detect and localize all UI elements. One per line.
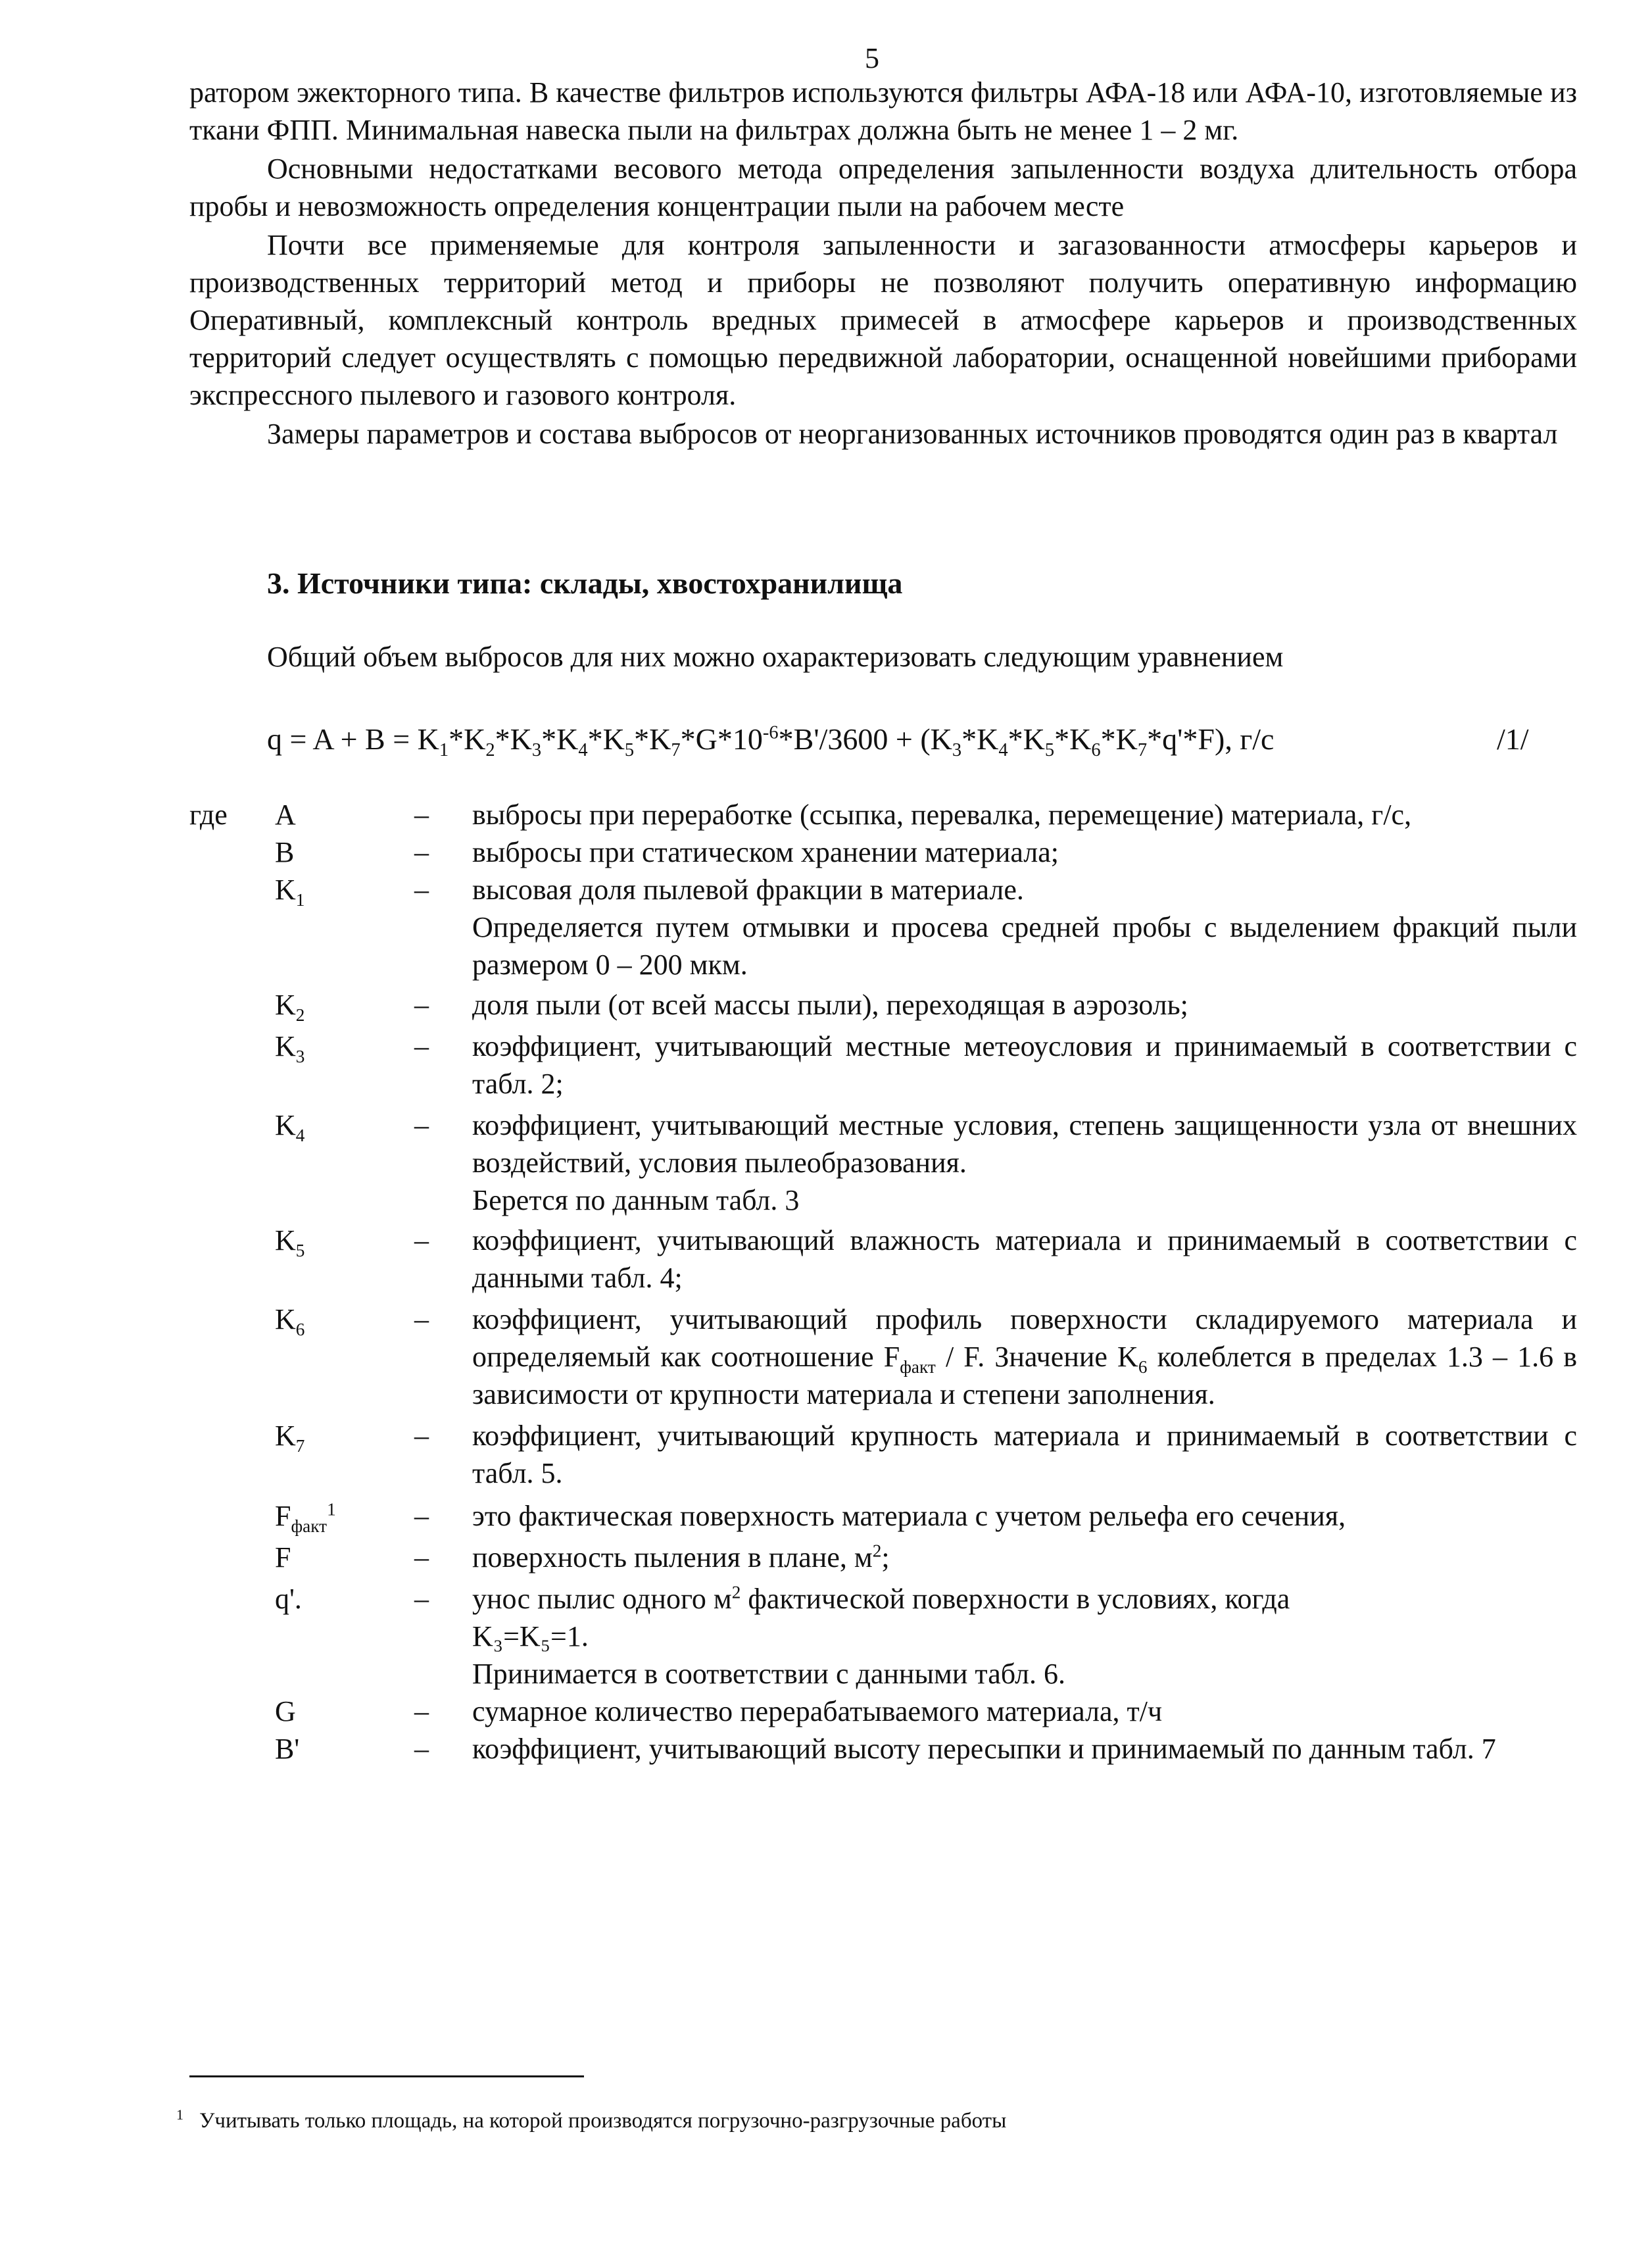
definition-text: коэффициент, учитывающий высоту пересыпки и принимаемый по данным табл. 7 (472, 1733, 1496, 1765)
symbol: B' (275, 1733, 300, 1765)
symbol: $K_6$ (275, 1303, 305, 1339)
definition-part: колеблется в пределах 1.3 – 1.6 в зависимости от крупности материала и степени заполнения. (472, 1341, 1578, 1410)
definition-text: коэффициент, учитывающий крупность материала и принимаемый в соответствии с табл. 5. (472, 1420, 1577, 1489)
paragraph: Основными недостатками весового метода определения запыленности воздуха длительность отбора пробы и невозможность определения концентрации пыли на рабочем месте (189, 153, 1577, 222)
intro-text: Общий объем выбросов для них можно охарактеризовать следующим уравнением (267, 641, 1284, 673)
page-number: 5 (865, 42, 879, 74)
dash: – (414, 1109, 429, 1141)
definition-note: Берется по данным табл. 3 (472, 1184, 800, 1216)
definition-part: поверхность пыления в плане, м (472, 1541, 873, 1574)
symbol: $K_3$ (275, 1030, 305, 1066)
definition-part: унос пылис одного м (472, 1583, 732, 1615)
symbol: $K_1$ (275, 874, 305, 910)
symbol: B (275, 836, 295, 868)
definition-text: высовая доля пылевой фракции в материале. (472, 874, 1024, 906)
definition-text: коэффициент, учитывающий профиль поверхности складируемого материала и определяемый как соотношение $F_{факт}$ / F. Значение $K_6$ колеблется в пределах 1.3 – 1.6 в зависимости от крупности материала и степени заполнения. (472, 1303, 1578, 1410)
symbol: q'. (275, 1583, 302, 1615)
definition-row (189, 1580, 1577, 1693)
definition-note: Определяется путем отмывки и просева средней пробы с выделением фракций пыли размером 0 – 200 мкм. (472, 911, 1577, 981)
definition-text: выбросы при статическом хранении материала; (472, 836, 1059, 868)
dash: – (414, 989, 429, 1021)
symbol: $K_7$ (275, 1420, 305, 1456)
symbol: $F_{факт}^1$ (275, 1499, 336, 1536)
where-label: где (189, 799, 228, 831)
body-text-top (189, 74, 1577, 453)
symbol: $K_4$ (275, 1109, 305, 1145)
formula-1: $q = A + B = K_1*K_2*K_3*K_4*K_5*K_7*G*10^{-6}*B'/3600 + (K_3*K_4*K_5*K_6*K_7*q'*F)$, г/с /1/ (267, 720, 1274, 758)
definition-row (189, 1730, 1577, 1768)
definition-row (189, 1497, 1577, 1535)
definition-condition: K₃=K₅=1. (472, 1620, 589, 1652)
dash: – (414, 1695, 429, 1727)
dash: – (414, 1500, 429, 1532)
definition-part: фактической поверхности в условиях, когда (748, 1583, 1290, 1615)
definition-text: это фактическая поверхность материала с учетом рельефа его сечения, (472, 1500, 1346, 1532)
definition-row (189, 796, 1577, 833)
footnote (176, 2102, 1006, 2134)
symbol: A (275, 799, 296, 831)
definition-row (189, 1417, 1577, 1492)
dash: – (414, 1303, 429, 1335)
definition-row (189, 986, 1577, 1024)
symbol: F (275, 1541, 291, 1574)
paragraph: ратором эжекторного типа. В качестве фильтров используются фильтры АФА-18 или АФА-10, изготовляемые из ткани ФПП. Минимальная навеска пыли на фильтрах должна быть не менее 1 – 2 мг. (189, 76, 1577, 146)
definition-row (189, 1106, 1577, 1219)
definition-text: коэффициент, учитывающий влажность материала и принимаемый в соответствии с данными табл. 4; (472, 1224, 1577, 1294)
definition-text: унос пылис одного $м^2$ фактической поверхности в условиях, когда (472, 1582, 1290, 1615)
definition-row (189, 1301, 1577, 1413)
definition-row (189, 871, 1577, 983)
definition-row (189, 1028, 1577, 1103)
paragraph: Замеры параметров и состава выбросов от неорганизованных источников проводятся один раз в квартал (267, 418, 1558, 450)
dash: – (414, 1030, 429, 1062)
formula-number: /1/ (1497, 722, 1529, 756)
definition-row (189, 833, 1577, 871)
symbol: $K_5$ (275, 1224, 305, 1260)
definition-text: коэффициент, учитывающий местные условия, степень защищенности узла от внешних воздействий, условия пылеобразования. (472, 1109, 1577, 1179)
dash: – (414, 1224, 429, 1256)
dash: – (414, 874, 429, 906)
definition-row (189, 1693, 1577, 1730)
definition-text: сумарное количество перерабатываемого материала, т/ч (472, 1695, 1163, 1727)
footnote-marker: 1 (176, 2106, 183, 2123)
definition-row (189, 1539, 1577, 1576)
dash: – (414, 1583, 429, 1615)
definition-text: выбросы при переработке (ссыпка, перевалка, перемещение) материала, г/с, (472, 799, 1412, 831)
section-heading: 3. Источники типа: склады, хвостохранилища (267, 566, 903, 600)
symbol: G (275, 1695, 296, 1727)
dash: – (414, 799, 429, 831)
dash: – (414, 1420, 429, 1452)
dash: – (414, 1733, 429, 1765)
footnote-text: Учитывать только площадь, на которой производятся погрузочно-разгрузочные работы (199, 2109, 1007, 2133)
definition-part: / F. Значение (945, 1341, 1107, 1373)
dash: – (414, 836, 429, 868)
definition-text: поверхность пыления в плане, $м^2$; (472, 1541, 890, 1574)
definitions-list (189, 796, 1577, 1768)
dash: – (414, 1541, 429, 1574)
footnote-divider (189, 2075, 584, 2077)
definition-note: Принимается в соответствии с данными табл. 6. (472, 1658, 1065, 1690)
definition-text: доля пыли (от всей массы пыли), переходящая в аэрозоль; (472, 989, 1188, 1021)
symbol: $K_2$ (275, 989, 305, 1025)
definition-text: коэффициент, учитывающий местные метеоусловия и принимаемый в соответствии с табл. 2; (472, 1030, 1577, 1100)
definition-row (189, 1222, 1577, 1297)
definition-part: коэффициент, учитывающий профиль поверхности складируемого материала и определяемый как соотношение (472, 1303, 1577, 1373)
paragraph: Почти все применяемые для контроля запыленности и загазованности атмосферы карьеров и производственных территорий метод и приборы не позволяют получить оперативную информацию Оперативный, комплексный контроль вредных примесей в атмосфере карьеров и производственных территорий следует осуществлять с помощью передвижной лаборатории, оснащенной новейшими приборами экспрессного пылевого и газового контроля. (189, 229, 1577, 411)
